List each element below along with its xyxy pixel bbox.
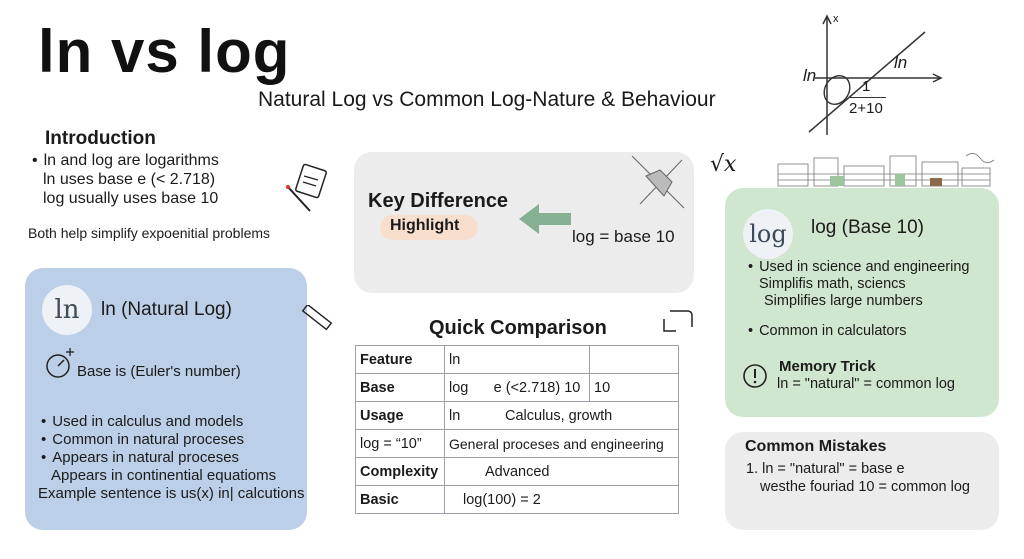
key-difference-formula: log = base 10 bbox=[572, 227, 675, 246]
table-cell: 10 bbox=[590, 374, 679, 402]
table-cell: ln bbox=[445, 346, 590, 374]
key-difference-title: Key Difference bbox=[368, 190, 509, 212]
table-row bbox=[356, 346, 679, 374]
log-badge-icon: log bbox=[743, 209, 793, 259]
compass-sketch-icon bbox=[622, 152, 692, 212]
table-row bbox=[356, 374, 679, 402]
table-cell: e (<2.718) 10 bbox=[485, 374, 590, 402]
table-cell: log(100) = 2 bbox=[445, 486, 679, 514]
table-row bbox=[356, 458, 679, 486]
log-line-1: • Used in science and engineering bbox=[748, 259, 969, 275]
table-row bbox=[356, 430, 679, 458]
log-bullet-2: • Common in calculators bbox=[748, 323, 907, 339]
table-cell: Feature bbox=[356, 346, 445, 374]
clock-plus-icon bbox=[44, 346, 78, 380]
intro-note: Both help simplify expoenitial problems bbox=[28, 225, 271, 241]
ln-bullet-2: • Common in natural proceses bbox=[41, 431, 244, 448]
mistakes-line-1: 1. ln = "natural" = base e bbox=[746, 461, 905, 477]
frame-corner-icon bbox=[660, 305, 694, 335]
table-cell: log bbox=[445, 374, 486, 402]
alert-info-icon bbox=[741, 362, 771, 392]
ruler-doodle-icon bbox=[298, 305, 334, 335]
notepad-pencil-icon bbox=[282, 163, 332, 215]
arrow-left-icon bbox=[517, 200, 573, 238]
intro-line-2: ln uses base e (< 2.718) bbox=[43, 171, 216, 188]
memory-trick-title: Memory Trick bbox=[779, 358, 876, 375]
intro-line-3: log usually uses base 10 bbox=[43, 190, 219, 207]
table-cell: Complexity bbox=[356, 458, 445, 486]
mistakes-title: Common Mistakes bbox=[745, 438, 887, 455]
comparison-table bbox=[355, 345, 679, 514]
graph-label-right: ln bbox=[894, 53, 908, 72]
key-difference-highlight: Highlight bbox=[390, 217, 460, 234]
table-cell: log = “10” bbox=[356, 430, 445, 458]
graph-fraction-denominator: 2+10 bbox=[849, 100, 883, 117]
table-cell: General proceses and engineering bbox=[445, 430, 679, 458]
mistakes-line-2: westhe fouriad 10 = common log bbox=[760, 479, 970, 495]
log-graph-illustration bbox=[795, 10, 955, 140]
memory-trick-text: ln = "natural" = common log bbox=[777, 376, 955, 392]
ln-bullet-3: • Appears in natural proceses bbox=[41, 449, 239, 466]
graph-fraction-bar bbox=[850, 97, 886, 98]
intro-line-1: • ln and log are logarithms bbox=[32, 152, 219, 170]
table-cell: Advanced bbox=[445, 458, 679, 486]
table-cell: Basic bbox=[356, 486, 445, 514]
city-sketch-icon bbox=[770, 148, 1000, 188]
log-line-2: Simplifis math, sciencs bbox=[759, 276, 906, 292]
log-line-3: Simplifies large numbers bbox=[764, 293, 923, 309]
ln-extra-line-2: Example sentence is us(x) in| calcutions bbox=[38, 485, 305, 502]
ln-base-line: Base is (Euler's number) bbox=[77, 363, 241, 380]
introduction-title: Introduction bbox=[45, 128, 156, 149]
table-cell: Base bbox=[356, 374, 445, 402]
log-card-title: log (Base 10) bbox=[811, 217, 925, 238]
table-cell: ln bbox=[445, 402, 486, 430]
graph-label-left: ln bbox=[803, 66, 817, 85]
page-subtitle: Natural Log vs Common Log-Nature & Behaviour bbox=[258, 88, 716, 111]
comparison-title: Quick Comparison bbox=[429, 317, 607, 339]
graph-axis-label: x bbox=[833, 13, 839, 25]
table-cell: Usage bbox=[356, 402, 445, 430]
ln-card-title: ln (Natural Log) bbox=[101, 299, 232, 320]
ln-bullet-1: • Used in calculus and models bbox=[41, 413, 243, 430]
table-cell: Calculus, growth bbox=[485, 402, 679, 430]
graph-fraction-numerator: 1 bbox=[862, 78, 871, 95]
ln-extra-line-1: Appears in continential equatioms bbox=[51, 467, 277, 484]
table-cell bbox=[590, 346, 679, 374]
page-title: ln vs log bbox=[38, 18, 291, 85]
sqrt-symbol: √x bbox=[710, 152, 737, 177]
table-row bbox=[356, 486, 679, 514]
table-row bbox=[356, 402, 679, 430]
ln-badge-icon: ln bbox=[42, 285, 92, 335]
